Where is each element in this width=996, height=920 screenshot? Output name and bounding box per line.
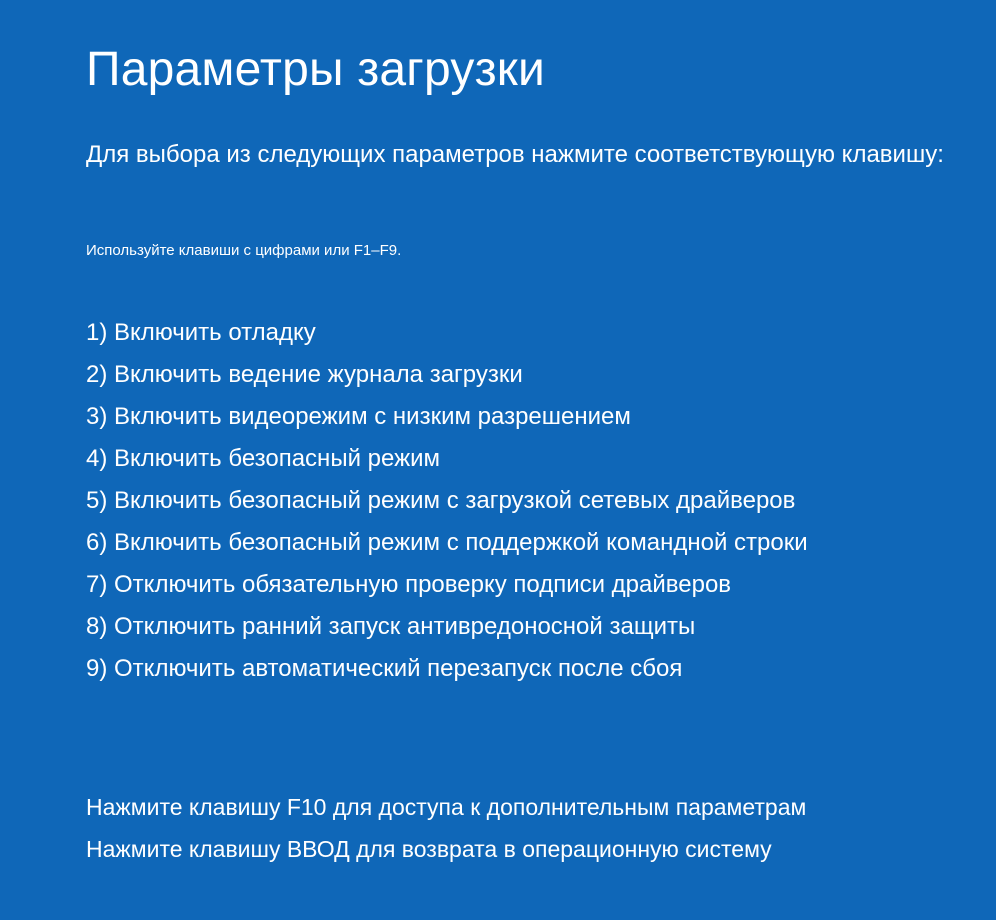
option-disable-driver-signature-enforcement[interactable]: 7) Отключить обязательную проверку подписи драйверов — [86, 571, 732, 598]
option-disable-early-launch-antimalware[interactable]: 8) Отключить ранний запуск антивредоносной защиты — [86, 613, 696, 640]
return-to-os-instruction[interactable]: Нажмите клавишу ВВОД для возврата в операционную систему — [86, 836, 772, 862]
page-title: Параметры загрузки — [86, 43, 545, 96]
instruction-text: Для выбора из следующих параметров нажмите соответствующую клавишу: — [86, 141, 944, 168]
option-enable-safe-mode[interactable]: 4) Включить безопасный режим — [86, 445, 441, 472]
advanced-options-instruction[interactable]: Нажмите клавишу F10 для доступа к дополнительным параметрам — [86, 794, 807, 820]
key-hint-text: Используйте клавиши с цифрами или F1–F9. — [86, 242, 402, 259]
footer-instructions — [86, 786, 806, 870]
option-enable-safe-mode-networking[interactable]: 5) Включить безопасный режим с загрузкой сетевых драйверов — [86, 487, 796, 514]
option-enable-boot-logging[interactable]: 2) Включить ведение журнала загрузки — [86, 361, 523, 388]
option-enable-safe-mode-command-prompt[interactable]: 6) Включить безопасный режим с поддержкой командной строки — [86, 529, 808, 556]
startup-options-list — [86, 312, 808, 690]
option-disable-auto-restart[interactable]: 9) Отключить автоматический перезапуск после сбоя — [86, 655, 683, 682]
option-enable-low-resolution-video[interactable]: 3) Включить видеорежим с низким разрешением — [86, 403, 631, 430]
option-enable-debugging[interactable]: 1) Включить отладку — [86, 319, 316, 346]
